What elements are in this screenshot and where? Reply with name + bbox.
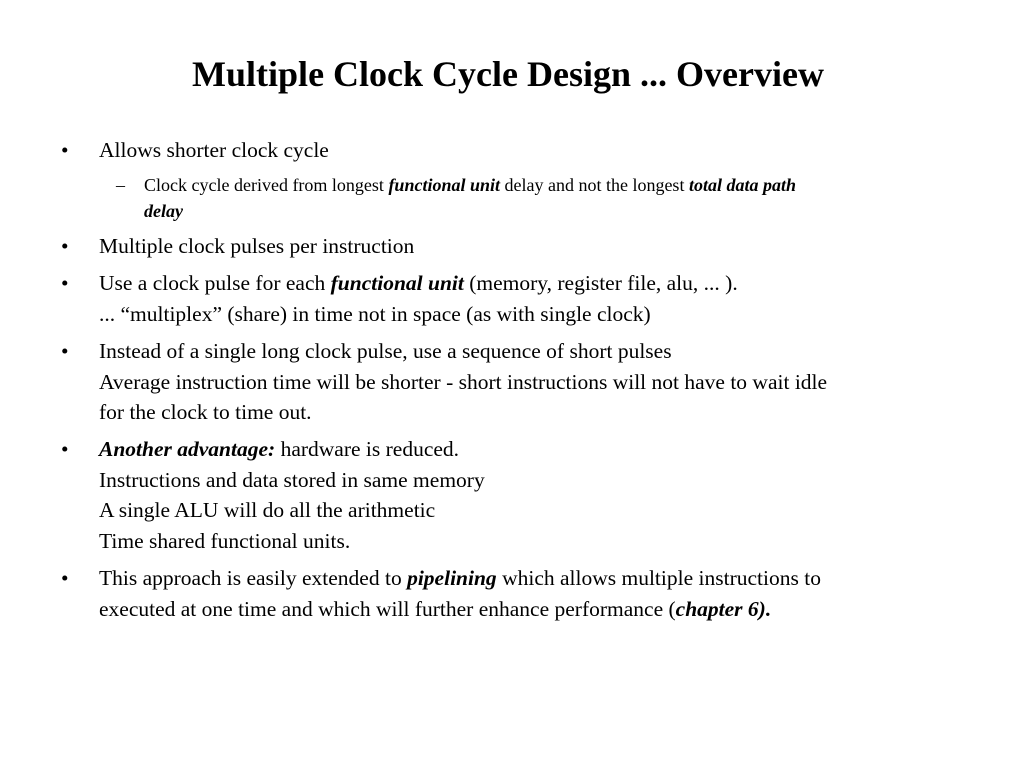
bullet-line: ... “multiplex” (share) in time not in space (as with single clock) <box>99 301 651 326</box>
text-span: Clock cycle derived from longest <box>144 175 389 195</box>
bullet-text <box>99 336 979 428</box>
emphasis-text: pipelining <box>407 566 497 590</box>
bullet-line: Instructions and data stored in same memory <box>99 467 485 492</box>
text-span: Use a clock pulse for each <box>99 271 331 295</box>
text-span: delay and not the longest <box>499 175 689 195</box>
bullet-line <box>99 563 979 594</box>
bullet-icon: • <box>61 566 69 590</box>
bullet-icon: • <box>61 339 69 363</box>
slide-title: Multiple Clock Cycle Design ... Overview <box>192 54 824 94</box>
bullet-line: Allows shorter clock cycle <box>99 138 329 162</box>
emphasis-text: total data path <box>688 175 796 195</box>
text-span: which allows multiple instructions to <box>496 566 821 590</box>
bullet-text <box>99 434 979 556</box>
sub-bullet-text <box>144 172 994 224</box>
emphasis-text: Another advantage: <box>99 437 276 461</box>
emphasis-text: functional unit <box>330 271 464 295</box>
emphasis-text: chapter 6). <box>675 596 772 621</box>
bullet-line: A single ALU will do all the arithmetic <box>99 498 436 522</box>
bullet-icon: • <box>61 437 69 461</box>
emphasis-text: functional unit <box>388 175 500 195</box>
bullet-line: Instead of a single long clock pulse, use a sequence of short pulses <box>99 339 672 363</box>
bullet-text <box>99 135 979 166</box>
bullet-icon: • <box>61 138 69 162</box>
emphasis-text: delay <box>144 201 183 221</box>
bullet-line: Average instruction time will be shorter - short instructions will not have to wait idle <box>99 369 828 394</box>
bullet-line <box>99 268 979 299</box>
bullet-text <box>99 268 979 329</box>
text-span: This approach is easily extended to <box>99 566 408 590</box>
bullet-text <box>99 563 979 624</box>
bullet-icon: • <box>61 234 69 258</box>
bullet-line: Multiple clock pulses per instruction <box>99 234 415 258</box>
bullet-icon: • <box>61 271 69 295</box>
bullet-line: Time shared functional units. <box>99 528 351 553</box>
bullet-text <box>99 231 979 262</box>
text-span: executed at one time and which will further enhance performance ( <box>99 596 676 621</box>
bullet-line <box>99 434 979 465</box>
dash-icon: – <box>116 175 125 195</box>
bullet-line: for the clock to time out. <box>99 400 312 424</box>
text-span: hardware is reduced. <box>275 437 460 461</box>
sub-bullet-line <box>144 172 994 198</box>
text-span: (memory, register file, alu, ... ). <box>463 271 738 295</box>
bullet-line <box>99 594 979 625</box>
